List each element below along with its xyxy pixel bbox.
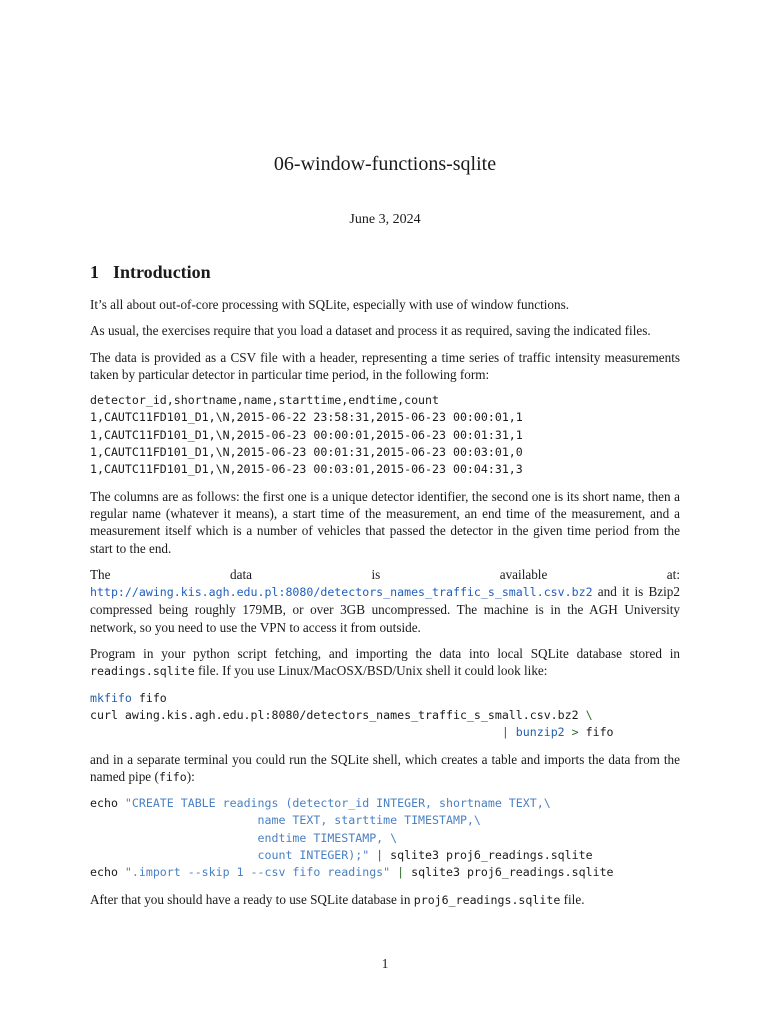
csv-sample-block <box>90 392 680 478</box>
section-heading <box>90 261 211 283</box>
document-body <box>90 296 680 918</box>
code-string: count INTEGER);" <box>90 848 370 863</box>
csv-row: 1,CAUTC11FD101_D1,\N,2015-06-23 00:01:31,2015-06-23 00:03:01,0 <box>90 445 523 460</box>
code-keyword: mkfifo <box>90 690 132 705</box>
paragraph-sqlite-shell: and in a separate terminal you could run the SQLite shell, which creates a table and imports the data from the named pipe (fifo): <box>90 751 680 784</box>
csv-header-line: detector_id,shortname,name,starttime,endtime,count <box>90 393 440 408</box>
shell-code-block: mkfifo fifo curl awing.kis.agh.edu.pl:8080/detectors_names_traffic_s_small.csv.bz2 \ | bunzip2 > fifo <box>90 690 614 740</box>
code-string: "CREATE TABLE readings (detector_id INTEGER, shortname TEXT,\ <box>124 796 551 811</box>
inline-code-filename: readings.sqlite <box>90 664 195 679</box>
line-continuation: \ <box>585 707 593 722</box>
dataset-link[interactable]: http://awing.kis.agh.edu.pl:8080/detectors_names_traffic_s_small.csv.bz2 <box>90 585 593 600</box>
page-number: 1 <box>381 956 389 971</box>
paragraph-exercises: As usual, the exercises require that you load a dataset and process it as required, saving the indicated files. <box>90 323 651 339</box>
section-number: 1 <box>90 262 99 282</box>
code-string: name TEXT, starttime TIMESTAMP,\ <box>90 813 481 828</box>
paragraph-availability: The data is available at: http://awing.kis.agh.edu.pl:8080/detectors_names_traffic_s_small.csv.bz2 and it is Bzip2 compressed being roughly 179MB, or over 3GB uncompressed. The machine is in the AGH University network, so you need to use the VPN to access it from outside. <box>90 566 680 635</box>
redirect-operator: > <box>564 725 579 740</box>
inline-code-fifo: fifo <box>158 769 187 784</box>
pipe-operator: | <box>369 848 384 863</box>
pipe-operator: | <box>501 725 509 740</box>
section-title: Introduction <box>113 262 211 282</box>
inline-code-dbfile: proj6_readings.sqlite <box>413 892 561 907</box>
document-date: June 3, 2024 <box>349 212 421 227</box>
code-string: ".import --skip 1 --csv fifo readings" <box>124 865 391 880</box>
document-title: 06-window-functions-sqlite <box>273 153 497 175</box>
pipe-operator: | <box>390 865 405 880</box>
csv-row: 1,CAUTC11FD101_D1,\N,2015-06-22 23:58:31,2015-06-23 00:00:01,1 <box>90 410 523 425</box>
csv-row: 1,CAUTC11FD101_D1,\N,2015-06-23 00:03:01,2015-06-23 00:04:31,3 <box>90 462 523 477</box>
document-page <box>90 0 680 1024</box>
paragraph-result: After that you should have a ready to use SQLite database in proj6_readings.sqlite file. <box>90 891 585 907</box>
paragraph-intro: It’s all about out-of-core processing with SQLite, especially with use of window functions. <box>90 297 570 312</box>
paragraph-program: Program in your python script fetching, and importing the data into local SQLite database stored in readings.sqlite file. If you use Linux/MacOSX/BSD/Unix shell it could look like: <box>90 646 680 679</box>
paragraph-data-format: The data is provided as a CSV file with a header, representing a time series of traffic intensity measurements taken by particular detector in particular time period, in the following form: <box>90 349 680 382</box>
code-string: endtime TIMESTAMP, \ <box>90 830 398 845</box>
paragraph-columns: The columns are as follows: the first one is a unique detector identifier, the second one is its short name, then a regular name (whatever it means), a start time of the measurement, an end time of the measurement, and a measurement itself which is a number of vehicles that passed the detector in the given time period from the start to the end. <box>90 488 680 556</box>
sqlite-code-block: echo "CREATE TABLE readings (detector_id INTEGER, shortname TEXT,\ name TEXT, starttime TIMESTAMP,\ endtime TIMESTAMP, \ count INTEGER);" | sqlite3 proj6_readings.sqlite echo ".import --skip 1 --csv fifo readings" | sqlite3 proj6_readings.sqlite <box>90 796 614 880</box>
code-keyword: bunzip2 <box>508 725 565 740</box>
csv-row: 1,CAUTC11FD101_D1,\N,2015-06-23 00:00:01,2015-06-23 00:01:31,1 <box>90 427 523 442</box>
